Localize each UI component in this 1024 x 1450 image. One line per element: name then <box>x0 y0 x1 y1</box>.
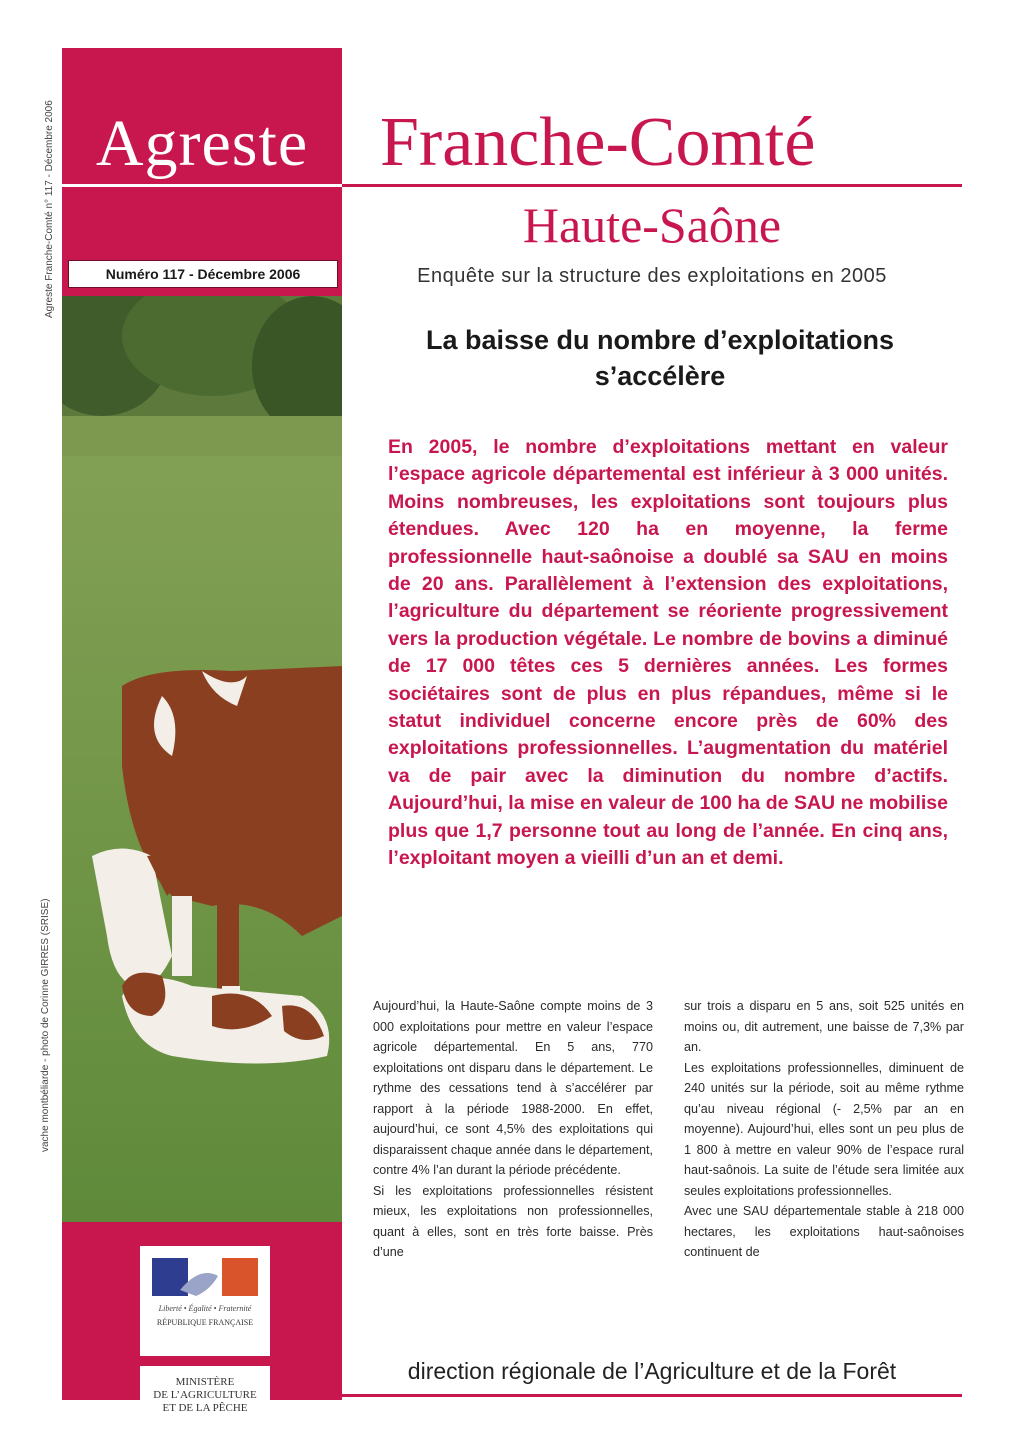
republique-francaise-logo <box>140 1246 270 1356</box>
footer-rule <box>342 1394 962 1397</box>
body-column-2 <box>684 996 964 1326</box>
survey-subtitle: Enquête sur la structure des exploitations en 2005 <box>417 265 887 287</box>
republique-name: RÉPUBLIQUE FRANÇAISE <box>156 1318 254 1327</box>
body-paragraph: Si les exploitations professionnelles résistent mieux, les exploitations non professionnelles, quant à elles, sont en très forte baisse. Près d’une <box>373 1183 653 1259</box>
region-title: Franche-Comté <box>380 104 816 181</box>
article-lead: En 2005, le nombre d’exploitations mettant en valeur l’espace agricole départemental est inférieur à 3 000 unités. Moins nombreuses, les exploitations sont toujours plus étendues. Avec 120 ha en moyenne, la ferme professionnelle haut-saônoise a doublé sa SAU en moins de 20 ans. Parallèlement à l’extension des exploitations, l’agriculture du département se réoriente progressivement vers la production végétale. Le nombre de bovins a diminué de 17 000 têtes ces 5 dernières années. Les formes sociétaires sont de plus en plus répandues, même si le statut individuel concerne encore près de 60% des exploitations professionnelles. L’augmentation du matériel va de pair avec la diminution du nombre d’actifs. Aujourd’hui, la mise en valeur de 100 ha de SAU ne mobilise plus que 1,7 personne tout au long de l’année. En cinq ans, l’exploitant moyen a vieilli d’un an et demi. <box>388 436 948 870</box>
department-title: Haute-Saône <box>522 197 782 253</box>
side-header: Agreste Franche-Comté n° 117 - Décembre 2006 <box>44 100 55 318</box>
cow-photo-image <box>62 296 342 1222</box>
footer-organisation: direction régionale de l’Agriculture et de la Forêt <box>407 1358 897 1384</box>
brand-title: Agreste <box>95 107 309 180</box>
sidebar <box>62 48 342 1414</box>
marianne-icon <box>140 1246 270 1356</box>
cover-photo <box>62 296 342 1222</box>
ministere-line-3: ET DE LA PÊCHE <box>162 1402 248 1414</box>
ministere-line-1: MINISTÈRE <box>175 1376 235 1388</box>
photo-credit: vache montbéliarde - photo de Corinne GIRRES (SRISE) <box>40 898 51 1152</box>
body-paragraph: sur trois a disparu en 5 ans, soit 525 unités en moins ou, dit autrement, une baisse de 7,3% par an. <box>684 999 964 1054</box>
ministere-logo <box>140 1366 270 1436</box>
issue-number: Numéro 117 - Décembre 2006 <box>68 260 338 288</box>
body-paragraph: Avec une SAU départementale stable à 218 000 hectares, les exploitations haut-saônoises continuent de <box>684 1204 964 1259</box>
body-paragraph: Aujourd’hui, la Haute-Saône compte moins de 3 000 exploitations pour mettre en valeur l’espace agricole départemental. En 5 ans, 770 exploitations ont disparu dans le département. Le rythme des cessations tend à s’accélérer par rapport à la période 1988-2000. En effet, aujourd’hui, ce sont 4,5% des exploitations qui disparaissent chaque année dans le département, contre 4% l’an durant la période précédente. <box>373 999 653 1177</box>
body-paragraph: Les exploitations professionnelles, diminuent de 240 unités sur la période, soit au même rythme qu’au niveau régional (- 2,5% par an en moyenne). Aujourd’hui, elles sont un peu plus de 1 800 à mettre en valeur 90% de l’espace rural haut-saônois. La suite de l’étude sera limitée aux seules exploitations professionnelles. <box>684 1060 964 1198</box>
body-column-1 <box>373 996 653 1326</box>
article-headline: La baisse du nombre d’exploitations s’accélère <box>425 325 895 391</box>
republique-motto: Liberté • Égalité • Fraternité <box>158 1304 252 1313</box>
brand-rule <box>62 184 342 187</box>
header-rule <box>342 184 962 187</box>
ministere-line-2: DE L’AGRICULTURE <box>153 1389 257 1401</box>
